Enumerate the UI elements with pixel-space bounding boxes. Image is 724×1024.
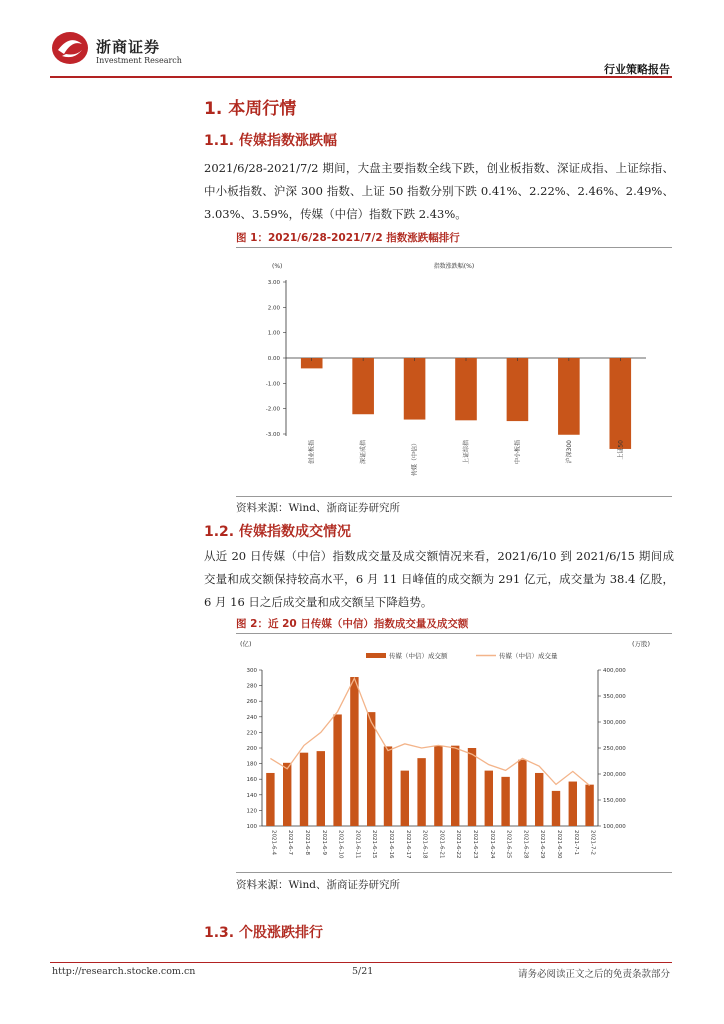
chart2-x-label: 2021-6-4 [270, 830, 277, 855]
footer-url[interactable]: http://research.stocke.com.cn [52, 966, 196, 977]
company-logo-icon [50, 30, 90, 66]
chart2-right-unit: (万股) [632, 640, 651, 648]
chart2-x-label: 2021-6-8 [304, 830, 310, 855]
chart2-bar [552, 791, 560, 826]
chart2-right-tick-label: 100,000 [603, 824, 626, 830]
chart2-x-label: 2021-6-25 [505, 830, 512, 859]
chart2-right-tick-label: 350,000 [603, 694, 626, 700]
chart1-bar [507, 358, 529, 421]
figure-1-top-rule [236, 247, 672, 248]
company-name-cn: 浙商证券 [96, 38, 161, 56]
chart2-bar [384, 746, 392, 826]
figure-2-title: 图 2：近 20 日传媒（中信）指数成交量及成交额 [236, 618, 469, 630]
chart2-x-label: 2021-6-22 [455, 830, 462, 859]
chart2-bar [518, 760, 526, 826]
figure-1-bottom-rule [236, 496, 672, 497]
figure-1-source: 资料来源：Wind、浙商证券研究所 [236, 502, 400, 514]
chart1-bar [404, 358, 426, 420]
chart2-left-tick-label: 260 [246, 699, 257, 706]
chart2-bar [317, 751, 325, 826]
chart2-x-label: 2021-6-11 [354, 830, 361, 859]
chart2-x-label: 2021-6-16 [388, 830, 394, 859]
figure-2-source: 资料来源：Wind、浙商证券研究所 [236, 879, 400, 891]
chart2-bar [367, 712, 375, 826]
chart2-x-label: 2021-6-18 [421, 830, 428, 859]
index-change-chart [236, 250, 672, 494]
figure-2-bottom-rule [236, 872, 672, 873]
chart1-y-tick-label: -2.00 [265, 406, 280, 413]
chart2-right-tick-label: 250,000 [603, 746, 626, 752]
chart2-left-tick-label: 180 [246, 761, 257, 768]
turnover-volume-chart [236, 636, 672, 872]
chart2-legend-bar-swatch [366, 653, 386, 658]
chart1-y-tick-label: -1.00 [265, 381, 280, 388]
chart1-title: 指数涨跌幅(%) [433, 263, 475, 270]
chart1-x-label: 创业板指 [308, 440, 316, 465]
chart2-x-label: 2021-6-21 [438, 830, 445, 859]
chart2-legend-bar-label: 传媒（中信）成交额 [389, 652, 448, 660]
chart1-y-tick-label: -3.00 [265, 432, 280, 438]
chart2-bar [434, 746, 442, 826]
chart2-left-tick-label: 160 [246, 777, 257, 784]
chart1-y-tick-label: 1.00 [267, 330, 280, 337]
chart1-x-label: 上证50 [617, 440, 625, 460]
footer-disclaimer: 请务必阅读正文之后的免责条款部分 [517, 969, 670, 980]
chart1-x-label: 传媒（中信） [411, 440, 419, 477]
chart2-x-label: 2021-7-2 [589, 830, 596, 855]
chart2-bar [401, 771, 409, 826]
chart1-x-label: 上证综指 [463, 440, 470, 465]
chart2-x-label: 2021-6-30 [556, 830, 562, 859]
chart2-left-tick-label: 120 [246, 808, 257, 815]
chart2-left-tick-label: 200 [246, 746, 257, 752]
chart2-left-tick-label: 220 [246, 730, 257, 737]
chart2-right-tick-label: 200,000 [603, 772, 626, 778]
chart2-bar [266, 773, 274, 826]
footer-divider [50, 962, 672, 963]
chart2-bar [417, 758, 425, 826]
chart1-x-label: 深证成指 [360, 440, 368, 465]
chart2-bar [333, 714, 341, 826]
chart2-right-tick-label: 400,000 [603, 668, 626, 674]
chart2-bar [535, 773, 543, 826]
chart1-x-label: 沪深300 [565, 440, 573, 464]
company-name-en: Investment Research [96, 56, 182, 65]
report-type: 行业策略报告 [604, 63, 670, 76]
chart2-x-label: 2021-6-29 [539, 830, 546, 859]
chart1-bar [455, 358, 477, 420]
chart1-y-tick-label: 0.00 [267, 356, 280, 362]
chart2-bar [350, 677, 358, 826]
section-1-title: 1. 本周行情 [204, 99, 297, 119]
chart1-bar [558, 358, 580, 435]
figure-1-title: 图 1：2021/6/28-2021/7/2 指数涨跌幅排行 [236, 232, 460, 244]
section-1-3-title: 1.3. 个股涨跌排行 [204, 925, 323, 941]
chart2-x-label: 2021-7-1 [572, 830, 579, 855]
chart2-x-label: 2021-6-17 [404, 830, 411, 859]
chart1-bar [352, 358, 374, 414]
section-1-2-title: 1.2. 传媒指数成交情况 [204, 524, 351, 540]
section-1-2-paragraph: 从近 20 日传媒（中信）指数成交量及成交额情况来看，2021/6/10 到 2021/6/15 期间成交量和成交额保持较高水平，6 月 11 日峰值的成交额为 291 亿元，成交量为 38.4 亿股，6 月 16 日之后成交量和成交额呈下降趋势。 [204, 549, 674, 609]
chart2-bar [485, 771, 493, 826]
chart2-bar [585, 785, 593, 826]
chart2-left-tick-label: 100 [246, 824, 257, 830]
section-1-1-title: 1.1. 传媒指数涨跌幅 [204, 133, 337, 149]
chart2-x-label: 2021-6-24 [488, 830, 495, 859]
chart2-x-label: 2021-6-15 [371, 830, 378, 859]
chart2-left-tick-label: 300 [246, 668, 257, 674]
chart2-right-tick-label: 300,000 [603, 720, 626, 726]
chart2-right-tick-label: 150,000 [603, 798, 626, 804]
chart2-bar [451, 746, 459, 826]
chart1-x-label: 中小板指 [514, 440, 522, 465]
chart1-y-tick-label: 2.00 [267, 305, 280, 312]
chart2-x-label: 2021-6-7 [287, 830, 294, 855]
chart1-bar [609, 358, 631, 449]
chart2-left-unit: (亿) [240, 640, 252, 648]
page-number: 5/21 [352, 966, 374, 977]
chart2-left-tick-label: 280 [246, 683, 257, 690]
chart2-x-label: 2021-6-9 [320, 830, 327, 855]
chart2-left-tick-label: 140 [246, 792, 257, 799]
chart1-y-unit: (%) [272, 263, 283, 270]
chart2-bar [283, 763, 291, 826]
chart2-bar [501, 777, 509, 826]
section-1-1-paragraph: 2021/6/28-2021/7/2 期间，大盘主要指数全线下跌，创业板指数、深证成指、上证综指、中小板指数、沪深 300 指数、上证 50 指数分别下跌 0.41%、2.22%、2.46%、2.49%、3.03%、3.59%，传媒（中信）指数下跌 2.43%。 [204, 161, 674, 221]
figure-2-top-rule [236, 633, 672, 634]
chart2-left-tick-label: 240 [246, 714, 257, 721]
chart2-x-label: 2021-6-28 [522, 830, 529, 859]
chart1-y-tick-label: 3.00 [267, 280, 280, 286]
chart2-bar [300, 753, 308, 826]
chart2-bar [569, 782, 577, 826]
chart2-legend-line-label: 传媒（中信）成交量 [499, 652, 558, 660]
chart2-bar [468, 748, 476, 826]
chart2-x-label: 2021-6-23 [472, 830, 478, 859]
chart2-x-label: 2021-6-10 [337, 830, 344, 859]
header-divider [50, 76, 672, 78]
